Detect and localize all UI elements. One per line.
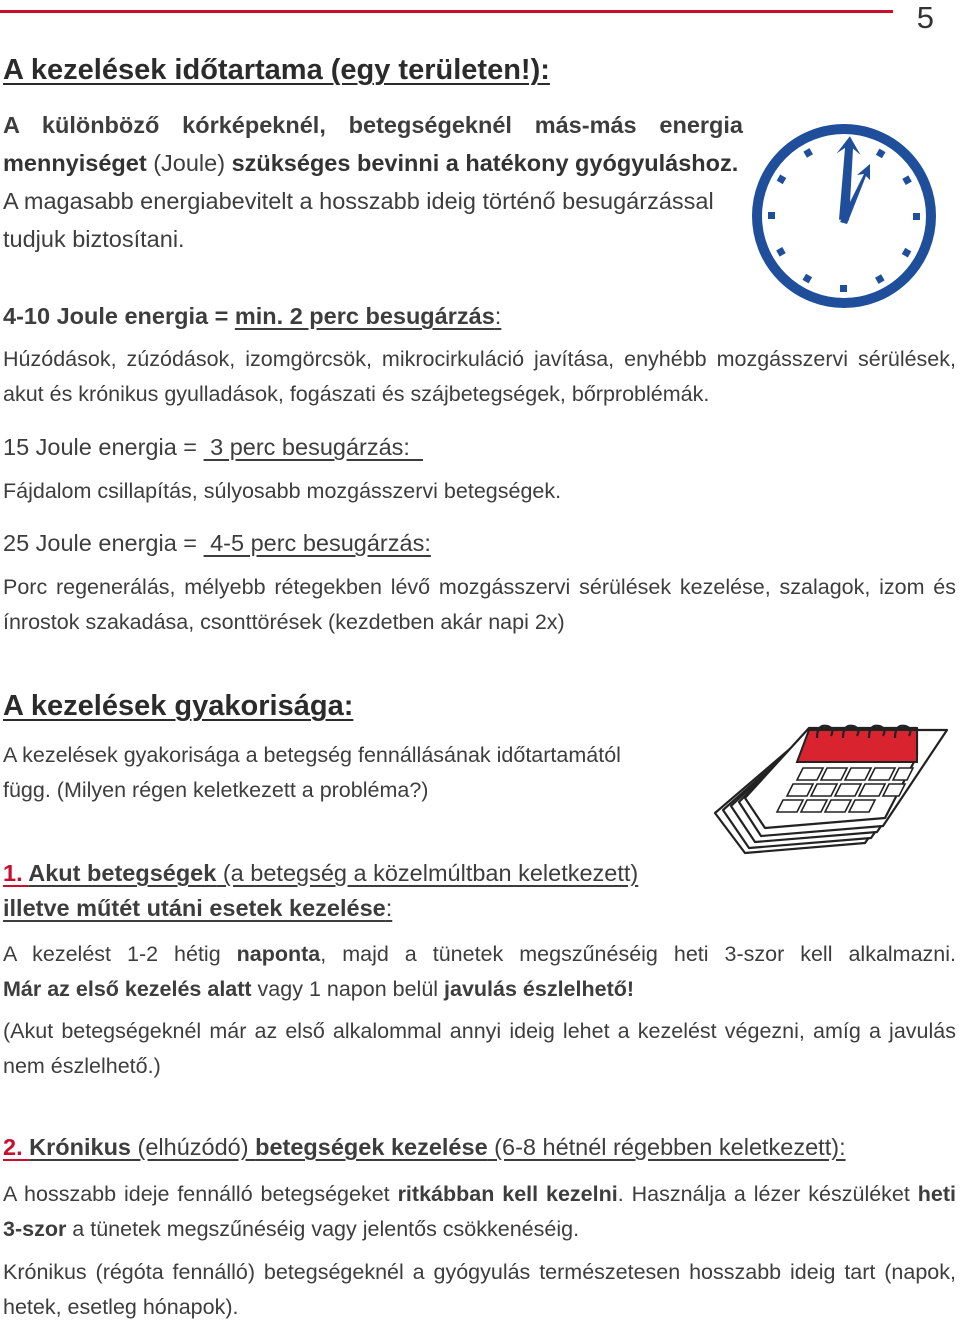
dose-3-heading	[3, 530, 431, 557]
intro-line-4: tudjuk biztosítani.	[3, 226, 185, 252]
dose-1-text: Húzódások, zúzódások, izomgörcsök, mikrocirkuláció javítása, enyhébb mozgásszervi sérülések, akut és krónikus gyulladások, fogászati és szájbetegségek, bőrproblémák.	[3, 347, 956, 406]
dose-1-suffix: :	[494, 303, 502, 329]
clock-tick	[803, 148, 813, 158]
intro-bold-1: mennyiséget	[3, 150, 147, 176]
acute-number: 1.	[3, 860, 29, 886]
dose-3-text: Porc regenerálás, mélyebb rétegekben lévő mozgásszervi sérülések kezelése, szalagok, izom és ínrostok szakadása, csonttörések (kezdetben akár napi 2x)	[3, 575, 956, 634]
dose-1-heading	[3, 303, 501, 330]
clock-tick	[803, 274, 813, 284]
acute-paragraph-1	[3, 937, 956, 972]
chronic-paragraph-1	[3, 1177, 956, 1247]
clock-tick	[776, 247, 786, 257]
clock-tick	[913, 213, 920, 220]
intro-line-3: A magasabb energiabevitelt a hosszabb ideig történő besugárzással	[3, 188, 714, 214]
page-number: 5	[916, 0, 934, 35]
chronic-p1-b: ritkábban kell kezelni	[397, 1182, 618, 1206]
intro-line-2	[3, 144, 743, 182]
chronic-title-normal-1: (elhúzódó)	[131, 1134, 256, 1160]
section-title-duration: A kezelések időtartama (egy területen!):	[3, 54, 550, 86]
frequency-line-2: függ. (Milyen régen keletkezett a probléma?)	[3, 778, 429, 802]
chronic-p1-d: heti 3-szor	[3, 1182, 957, 1241]
acute-heading	[3, 860, 638, 887]
intro-bold-2: szükséges bevinni a hatékony gyógyuláshoz.	[231, 150, 739, 176]
intro-normal: (Joule)	[146, 150, 232, 176]
frequency-line-1: A kezelések gyakorisága a betegség fennállásának időtartamától	[3, 743, 621, 767]
dose-2-energy: 15 Joule energia =	[3, 434, 204, 460]
acute-title-bold: Akut betegségek	[28, 860, 217, 886]
acute-p2-b: vagy 1 napon belül	[251, 977, 445, 1001]
acute-title-line2-suffix: :	[385, 895, 393, 921]
acute-title-line2-bold: illetve műtét utáni esetek kezelése	[3, 895, 386, 921]
chronic-paragraph-2: Krónikus (régóta fennálló) betegségeknél a gyógyulás természetesen hosszabb ideig tart (napok, hetek, esetleg hónapok).	[3, 1260, 956, 1319]
acute-p1-b: naponta	[236, 942, 321, 966]
acute-p1-a: A kezelést 1-2 hétig	[3, 942, 237, 966]
intro-line-1: A különböző kórképeknél, betegségeknél más-más energia	[3, 112, 743, 138]
acute-p2-c: javulás észlelhető!	[444, 977, 635, 1001]
clock-tick	[902, 175, 912, 185]
acute-paragraph-2	[3, 972, 956, 1007]
section-title-frequency: A kezelések gyakorisága:	[3, 690, 354, 722]
chronic-number: 2.	[3, 1134, 30, 1160]
acute-heading-line-2	[3, 895, 392, 922]
clock-tick	[876, 149, 886, 159]
clock-tick	[840, 285, 847, 292]
clock-tick	[902, 248, 912, 258]
clock-tick	[768, 212, 775, 219]
clock-tick	[777, 175, 787, 185]
dose-1-energy: 4-10 Joule energia =	[3, 303, 235, 329]
chronic-title-bold-1: Krónikus	[29, 1134, 131, 1160]
dose-2-duration: 3 perc besugárzás:	[203, 434, 424, 460]
frequency-text	[3, 738, 703, 808]
acute-p1-c: , majd a tünetek megszűnéséig heti 3-szor kell alkalmazni.	[320, 942, 957, 966]
chronic-p1-a: A hosszabb ideje fennálló betegségeket	[3, 1182, 398, 1206]
dose-3-duration: 4-5 perc besugárzás:	[203, 530, 431, 556]
clock-tick	[875, 274, 885, 284]
chronic-p1-c: . Használja a lézer készüléket	[617, 1182, 918, 1206]
chronic-title-normal-2: (6-8 hétnél régebben keletkezett):	[487, 1134, 846, 1160]
clock-icon	[748, 120, 940, 312]
acute-p2-a: Már az első kezelés alatt	[3, 977, 252, 1001]
header-rule	[0, 10, 893, 13]
dose-2-text: Fájdalom csillapítás, súlyosabb mozgásszervi betegségek.	[3, 479, 562, 503]
intro-paragraph	[3, 106, 743, 258]
chronic-heading	[3, 1134, 846, 1161]
chronic-p1-e: a tünetek megszűnéséig vagy jelentős csökkenéséig.	[66, 1217, 580, 1241]
acute-paragraph-3: (Akut betegségeknél már az első alkalommal annyi ideig lehet a kezelést végezni, amíg a javulás nem észlelhető.)	[3, 1019, 956, 1078]
dose-3-energy: 25 Joule energia =	[3, 530, 204, 556]
dose-2-heading	[3, 434, 423, 461]
acute-title-normal: (a betegség a közelmúltban keletkezett)	[216, 860, 639, 886]
dose-1-duration: min. 2 perc besugárzás	[234, 303, 495, 329]
chronic-title-bold-2: betegségek kezelése	[255, 1134, 488, 1160]
calendar-icon	[705, 718, 957, 876]
